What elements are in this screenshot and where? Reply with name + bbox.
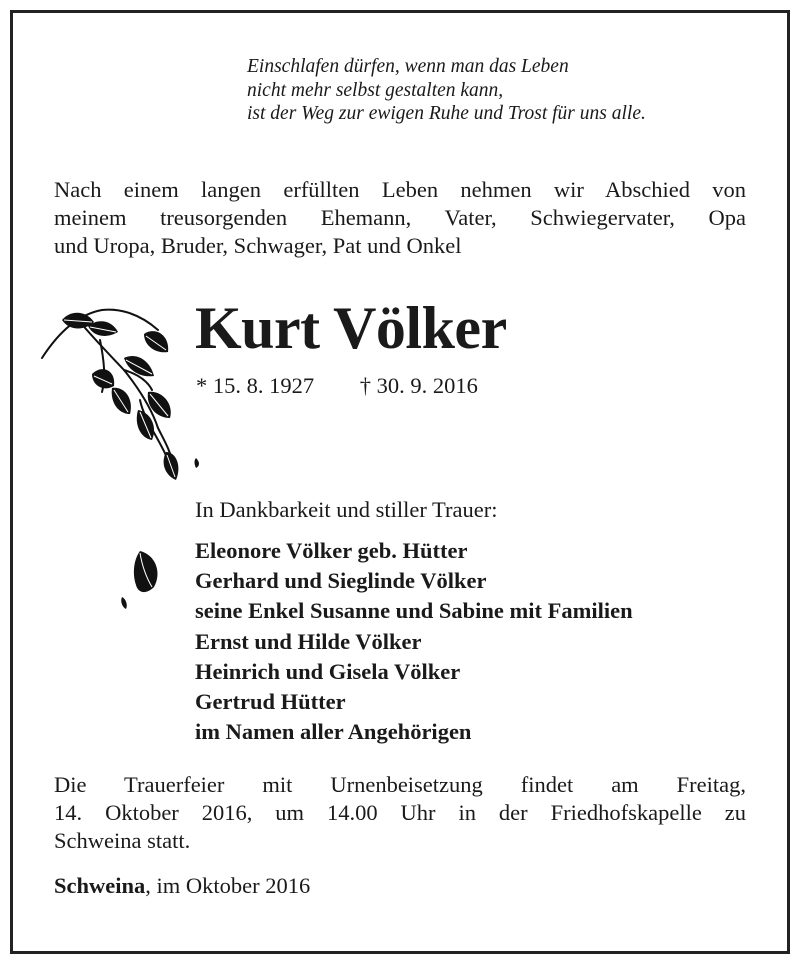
intro-line: und Uropa, Bruder, Schwager, Pat und Onkel — [54, 233, 462, 258]
intro-paragraph — [54, 176, 746, 260]
service-line: 14. Oktober 2016, um 14.00 Uhr in der Friedhofskapelle zu — [54, 800, 746, 825]
funeral-service-paragraph — [54, 771, 746, 855]
service-line: Die Trauerfeier mit Urnenbeisetzung findet am Freitag, — [54, 772, 746, 797]
deceased-name: Kurt Völker — [195, 295, 507, 361]
intro-line: meinem treusorgenden Ehemann, Vater, Schwiegervater, Opa — [54, 205, 746, 230]
mourner-entry: Eleonore Völker geb. Hütter — [195, 538, 468, 563]
signoff — [54, 873, 310, 899]
service-line: Schweina statt. — [54, 828, 191, 853]
mourners-list — [195, 536, 633, 747]
life-dates — [196, 373, 478, 399]
mourner-entry: im Namen aller Angehörigen — [195, 719, 472, 745]
motto-line: Einschlafen dürfen, wenn man das Leben — [247, 56, 569, 77]
signoff-place: Schweina — [54, 873, 146, 898]
mourner-entry: Heinrich und Gisela Völker — [195, 658, 461, 684]
mourner-entry: Ernst und Hilde Völker — [195, 628, 422, 654]
mourner-entry: Gerhard und Sieglinde Völker — [195, 568, 487, 594]
death-date: † 30. 9. 2016 — [359, 373, 478, 398]
falling-leaf-icon — [118, 545, 168, 613]
motto-line: ist der Weg zur ewigen Ruhe und Trost für uns alle. — [247, 103, 646, 124]
birth-date: * 15. 8. 1927 — [196, 373, 315, 398]
mourner-entry: seine Enkel Susanne und Sabine mit Familien — [195, 598, 633, 624]
motto-verse — [247, 55, 646, 126]
mourner-entry: Gertrud Hütter — [195, 689, 346, 715]
signoff-date: , im Oktober 2016 — [145, 873, 311, 898]
birch-branch-icon — [40, 300, 200, 490]
motto-line: nicht mehr selbst gestalten kann, — [247, 79, 504, 101]
intro-line: Nach einem langen erfüllten Leben nehmen wir Abschied von — [54, 177, 746, 202]
thanks-line: In Dankbarkeit und stiller Trauer: — [195, 497, 498, 522]
